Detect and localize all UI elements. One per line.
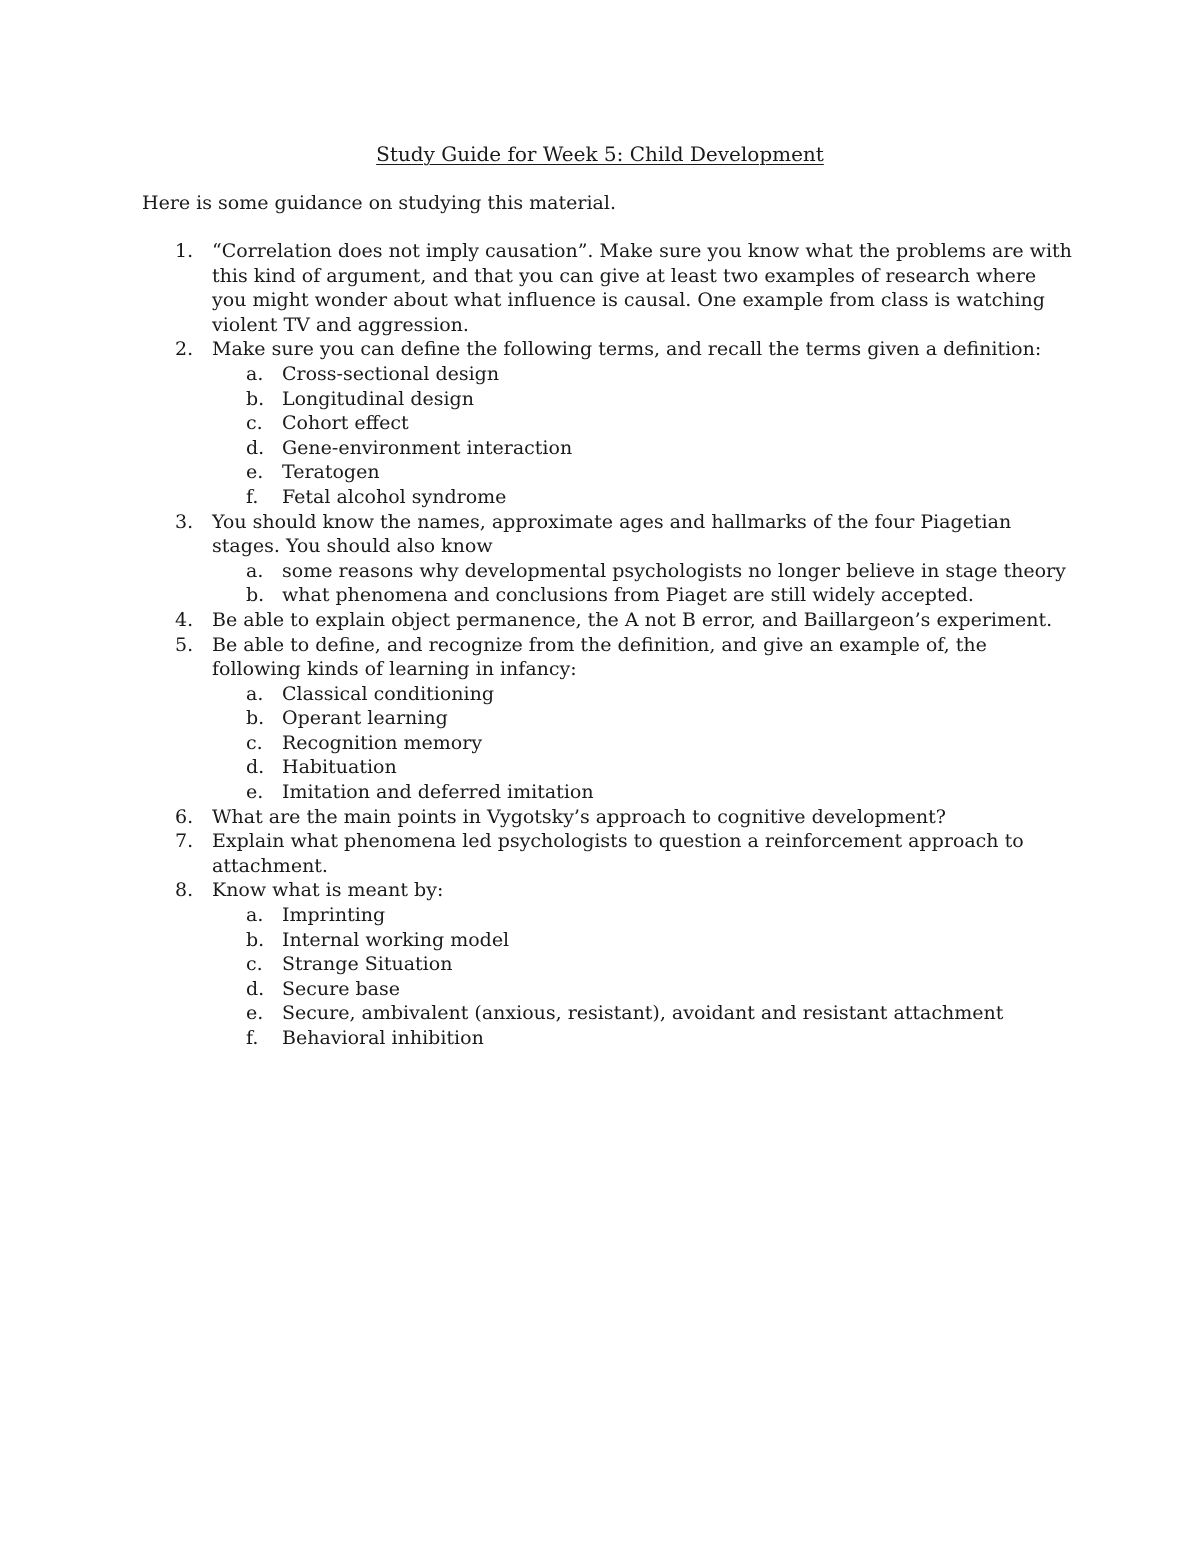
sub-list-item-text: Cohort effect xyxy=(282,412,409,435)
page-title: Study Guide for Week 5: Child Development xyxy=(376,142,824,166)
sub-list-item xyxy=(0,731,1082,756)
sub-list-item-letter: e. xyxy=(246,461,264,484)
sub-list-item-letter: f. xyxy=(246,485,259,508)
sub-list-item-text: Internal working model xyxy=(282,928,510,951)
sub-list-item-text: Teratogen xyxy=(282,461,380,484)
sub-list-item-text: Secure base xyxy=(282,977,400,1000)
sub-list-item xyxy=(0,1001,1082,1026)
sub-list-item xyxy=(0,362,1082,387)
sub-list-item-letter: b. xyxy=(246,928,265,951)
sub-list-item xyxy=(0,706,1082,731)
list-item-number: 6. xyxy=(175,805,194,828)
sub-list-item-text: Behavioral inhibition xyxy=(282,1027,484,1049)
list-item xyxy=(0,239,1072,337)
list-item xyxy=(0,633,1072,682)
sub-list-item-text: Cross-sectional design xyxy=(282,362,500,385)
list-item-text: Explain what phenomena led psychologists to question a reinforcement approach to attachment. xyxy=(212,830,1024,877)
sub-list-item-letter: a. xyxy=(246,682,264,705)
list-item-text: Make sure you can define the following terms, and recall the terms given a definition: xyxy=(212,338,1042,361)
sub-list-item-letter: c. xyxy=(246,412,263,435)
sub-list-item-text: Recognition memory xyxy=(282,731,483,754)
sub-list-item xyxy=(0,952,1082,977)
sub-list-item-letter: d. xyxy=(246,756,265,779)
sub-list-item-text: Operant learning xyxy=(282,707,448,730)
sub-list-item xyxy=(0,583,1082,608)
sub-list-item xyxy=(0,387,1082,412)
sub-list-item-letter: a. xyxy=(246,559,264,582)
list-item xyxy=(0,510,1072,559)
list-item-text: What are the main points in Vygotsky’s approach to cognitive development? xyxy=(212,805,946,828)
list-item-text: “Correlation does not imply causation”. Make sure you know what the problems are with this kind of argument, and that you can give at least two examples of research where you might wonder about what influence is causal. One example from class is watching violent TV and aggression. xyxy=(212,240,1072,336)
sub-list-item xyxy=(0,436,1082,461)
sub-list-item-text: Longitudinal design xyxy=(282,387,474,410)
sub-list-item xyxy=(0,928,1082,953)
list-item-text: Know what is meant by: xyxy=(212,879,444,902)
sub-list-item-letter: e. xyxy=(246,1002,264,1025)
sub-list-item-text: Imprinting xyxy=(282,904,386,927)
sub-list-item-letter: d. xyxy=(246,436,265,459)
sub-list-item-letter: a. xyxy=(246,904,264,927)
list-item xyxy=(0,608,1072,633)
sub-list-item-text: Fetal alcohol syndrome xyxy=(282,485,507,508)
sub-list-item-letter: d. xyxy=(246,977,265,1000)
list-item-text: You should know the names, approximate ages and hallmarks of the four Piagetian stages. You should also know xyxy=(212,510,1012,558)
list-item-number: 2. xyxy=(175,338,194,361)
sub-list-item xyxy=(0,977,1082,1002)
sub-list-item-text: Secure, ambivalent (anxious, resistant), avoidant and resistant attachment xyxy=(282,1002,1004,1025)
sub-list-item-letter: e. xyxy=(246,781,264,804)
list-item xyxy=(0,337,1072,362)
sub-list-item xyxy=(0,755,1082,780)
sub-list-item xyxy=(0,460,1082,485)
sub-list-item-letter: c. xyxy=(246,953,263,976)
sub-list-item xyxy=(0,903,1082,928)
sub-list-item-text: Gene-environment interaction xyxy=(282,436,573,459)
list-item-text: Be able to explain object permanence, the A not B error, and Baillargeon’s experiment. xyxy=(212,608,1053,631)
study-guide-list xyxy=(0,239,1200,1051)
list-item xyxy=(0,829,1072,878)
list-item-number: 4. xyxy=(175,608,194,631)
sub-list-item xyxy=(0,559,1082,584)
list-item-number: 7. xyxy=(175,830,194,853)
list-item-number: 5. xyxy=(175,633,194,656)
sub-list-item-letter: f. xyxy=(246,1027,259,1049)
sub-list-item xyxy=(0,780,1082,805)
sub-list-item-letter: a. xyxy=(246,362,264,385)
sub-list-item-letter: b. xyxy=(246,584,265,607)
sub-list-item-text: what phenomena and conclusions from Piaget are still widely accepted. xyxy=(282,584,974,607)
sub-list-item-text: Classical conditioning xyxy=(282,682,495,705)
sub-list-item-letter: c. xyxy=(246,731,263,754)
list-item xyxy=(0,805,1072,830)
sub-list-item-text: Strange Situation xyxy=(282,953,453,976)
sub-list-item-text: Habituation xyxy=(282,756,397,779)
list-item-number: 3. xyxy=(175,510,194,533)
sub-list-item xyxy=(0,411,1082,436)
sub-list-item-letter: b. xyxy=(246,387,265,410)
sub-list-item-letter: b. xyxy=(246,707,265,730)
sub-list-item xyxy=(0,485,1082,510)
list-item xyxy=(0,878,1072,903)
list-item-number: 8. xyxy=(175,879,194,902)
sub-list-item-text: Imitation and deferred imitation xyxy=(282,781,594,804)
sub-list-item xyxy=(0,1026,1082,1051)
sub-list-item-text: some reasons why developmental psychologists no longer believe in stage theory xyxy=(282,559,1066,582)
sub-list-item xyxy=(0,682,1082,707)
list-item-number: 1. xyxy=(175,240,194,262)
list-item-text: Be able to define, and recognize from the definition, and give an example of, the following kinds of learning in infancy: xyxy=(212,633,987,681)
intro-text: Here is some guidance on studying this material. xyxy=(142,192,616,214)
